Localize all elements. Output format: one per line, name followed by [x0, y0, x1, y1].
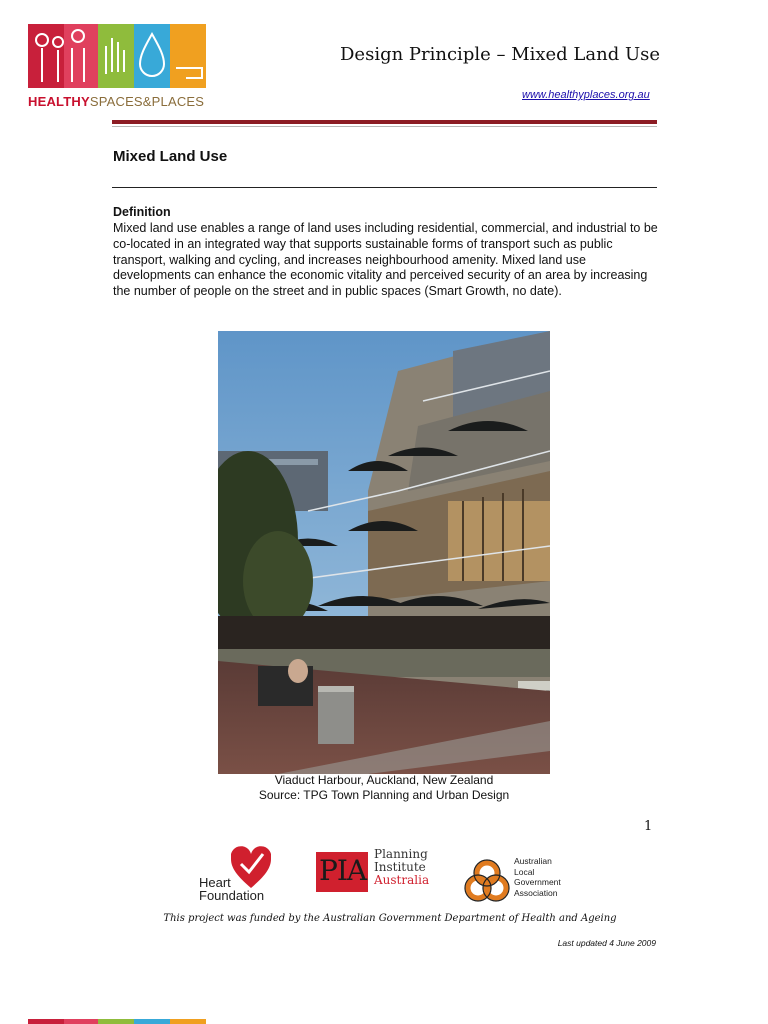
section-heading: Mixed Land Use — [113, 148, 228, 165]
header-divider-thin — [112, 126, 657, 127]
document-title: Design Principle – Mixed Land Use — [340, 44, 661, 65]
last-updated: Last updated 4 June 2009 — [557, 938, 656, 948]
alga-line-2: Local — [514, 866, 535, 877]
definition-paragraph: Mixed land use enables a range of land uses including residential, commercial, and industrial to be co-located in an integrated way that supports sustainable forms of transport such as public transport, walking and cycling, and increases neighbourhood amenity. Mixed land use developments can enhance the economic vitality and perceived security of an area by increasing the number of people on the street and in public spaces (Smart Growth, no date). — [113, 221, 658, 299]
pia-line-1: Planning — [374, 847, 428, 861]
heart-label-1: Heart — [199, 875, 231, 890]
section-divider — [112, 187, 657, 188]
alga-rings-icon — [464, 858, 510, 904]
alga-logo — [464, 856, 564, 906]
next-page-logo-strip — [28, 1019, 206, 1024]
alga-line-3: Government — [514, 877, 561, 887]
brand-wordmark — [28, 94, 204, 109]
funding-statement: This project was funded by the Australian Government Department of Health and Ageing — [163, 913, 617, 924]
pia-initials: PIA — [319, 854, 367, 887]
page-number: 1 — [644, 819, 653, 834]
logo-figures-icon — [28, 24, 206, 88]
alga-line-1: Australian — [514, 856, 552, 866]
caption-location: Viaduct Harbour, Auckland, New Zealand — [274, 773, 494, 787]
definition-heading: Definition — [113, 205, 171, 219]
photo-caption — [218, 773, 550, 803]
viaduct-harbour-photo — [218, 331, 550, 774]
heart-foundation-logo — [197, 846, 277, 906]
pia-line-2: Institute — [374, 860, 426, 874]
pia-line-3: Australia — [374, 873, 430, 887]
healthy-spaces-logo — [28, 24, 206, 112]
website-link[interactable]: www.healthyplaces.org.au — [522, 89, 650, 101]
caption-source: Source: TPG Town Planning and Urban Design — [258, 788, 510, 802]
header-divider — [112, 120, 657, 124]
brand-part-spaces: SPACES&PLACES — [89, 94, 205, 109]
planning-institute-logo — [316, 848, 428, 894]
alga-line-4: Association — [514, 887, 558, 898]
heart-label-2: Foundation — [199, 888, 265, 903]
brand-part-healthy: HEALTHY — [28, 94, 90, 109]
